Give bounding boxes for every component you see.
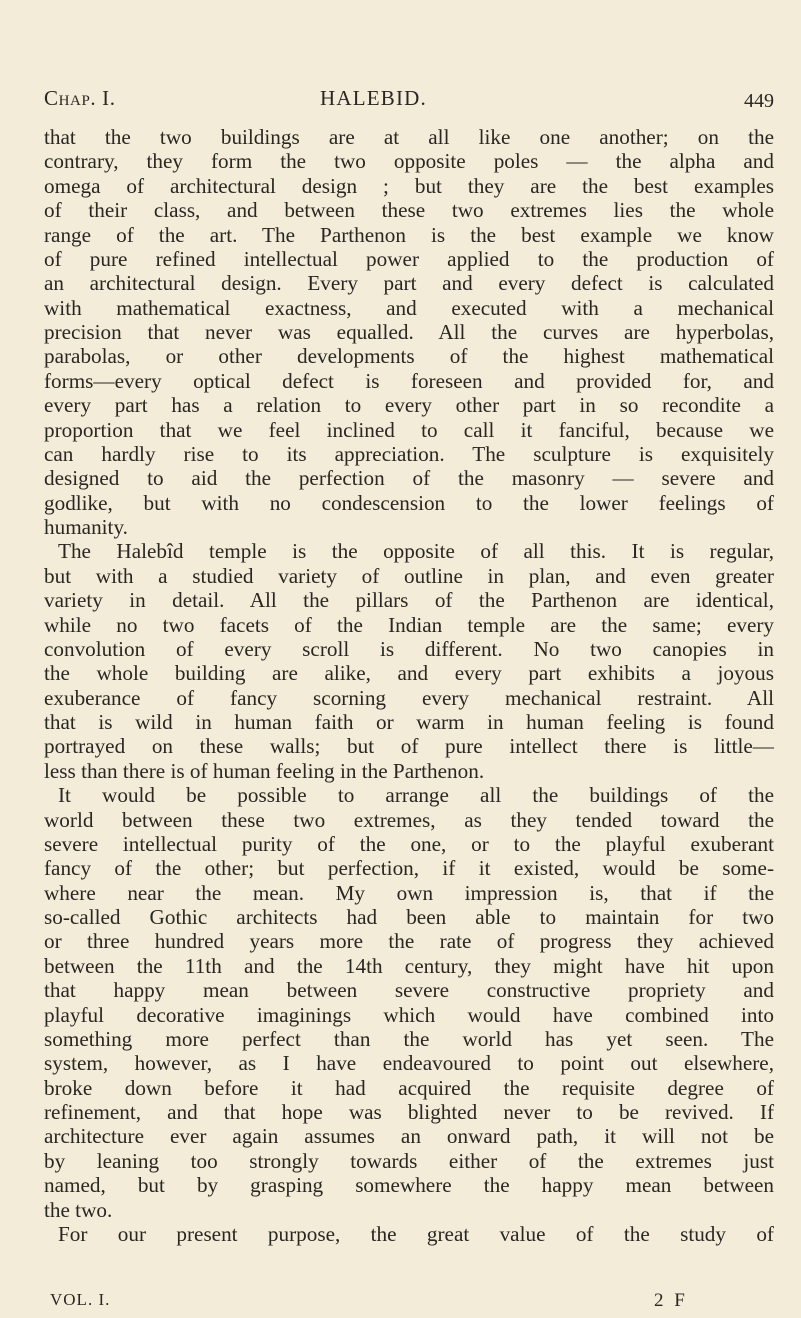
text-line: exuberance of fancy scorning every mechanical restraint. All (44, 685, 774, 710)
running-header (44, 86, 774, 116)
text-line: portrayed on these walls; but of pure intellect there is little— (44, 734, 774, 759)
text-line: humanity. (44, 515, 128, 539)
text-line: something more perfect than the world has yet seen. The (44, 1026, 774, 1051)
text-line: forms—every optical defect is foreseen and provided for, and (44, 368, 774, 393)
text-line: where near the mean. My own impression is, that if the (44, 880, 774, 905)
text-line: For our present purpose, the great value of the study of (58, 1221, 774, 1246)
chapter-label: Chap. I. (44, 86, 116, 110)
text-line: fancy of the other; but perfection, if it existed, would be some- (44, 856, 774, 881)
text-line: precision that never was equalled. All the curves are hyperbolas, (44, 320, 774, 344)
text-line: by leaning too strongly towards either of the extremes just (44, 1148, 774, 1173)
page-footer (44, 1290, 774, 1314)
volume-label: VOL. I. (50, 1290, 111, 1309)
page-number: 449 (744, 90, 774, 112)
text-line: It would be possible to arrange all the buildings of the (58, 783, 774, 808)
text-line: named, but by grasping somewhere the happy mean between (44, 1173, 774, 1198)
text-line: parabolas, or other developments of the highest mathematical (44, 344, 774, 369)
text-line: of pure refined intellectual power applied to the production of (44, 246, 774, 271)
text-line: the two. (44, 1197, 113, 1222)
text-line: with mathematical exactness, and executed with a mechanical (44, 295, 774, 320)
text-line: godlike, but with no condescension to the lower feelings of (44, 490, 774, 515)
text-line: contrary, they form the two opposite poles — the alpha and (44, 149, 774, 174)
printer-signature-mark: 2 F (654, 1290, 688, 1311)
text-line: convolution of every scroll is different. No two canopies in (44, 636, 774, 661)
text-line: broke down before it had acquired the requisite degree of (44, 1075, 774, 1100)
text-line: omega of architectural design ; but they are the best examples (44, 173, 774, 198)
text-line: refinement, and that hope was blighted never to be revived. If (44, 1100, 774, 1124)
text-line: but with a studied variety of outline in plan, and even greater (44, 563, 774, 588)
text-line: that is wild in human faith or warm in human feeling is found (44, 710, 774, 734)
text-line: between the 11th and the 14th century, they might have hit upon (44, 953, 774, 978)
text-line: The Halebîd temple is the opposite of all this. It is regular, (58, 539, 774, 564)
text-line: that the two buildings are at all like one another; on the (44, 125, 774, 149)
text-line: less than there is of human feeling in the Parthenon. (44, 758, 485, 783)
text-line: an architectural design. Every part and every defect is calculated (44, 271, 774, 296)
text-line: playful decorative imaginings which would have combined into (44, 1002, 774, 1027)
body-text (44, 125, 774, 1246)
text-line: while no two facets of the Indian temple are the same; every (44, 612, 774, 637)
text-line: that happy mean between severe constructive propriety and (44, 978, 774, 1003)
text-line: or three hundred years more the rate of progress they achieved (44, 929, 774, 954)
text-line: every part has a relation to every other part in so recondite a (44, 393, 774, 418)
text-line: the whole building are alike, and every part exhibits a joyous (44, 661, 774, 686)
text-line: world between these two extremes, as they tended toward the (44, 807, 774, 832)
text-line: range of the art. The Parthenon is the best example we know (44, 222, 774, 247)
text-line: of their class, and between these two extremes lies the whole (44, 198, 774, 223)
text-line: system, however, as I have endeavoured to point out elsewhere, (44, 1051, 774, 1076)
text-line: proportion that we feel inclined to call it fanciful, because we (44, 417, 774, 442)
text-line: can hardly rise to its appreciation. The sculpture is exquisitely (44, 441, 774, 466)
text-line: so-called Gothic architects had been able to maintain for two (44, 905, 774, 929)
text-line: variety in detail. All the pillars of the Parthenon are identical, (44, 588, 774, 613)
text-line: designed to aid the perfection of the masonry — severe and (44, 466, 774, 491)
running-title: HALEBID. (320, 86, 428, 110)
text-line: severe intellectual purity of the one, or to the playful exuberant (44, 831, 774, 856)
text-line: architecture ever again assumes an onward path, it will not be (44, 1124, 774, 1149)
